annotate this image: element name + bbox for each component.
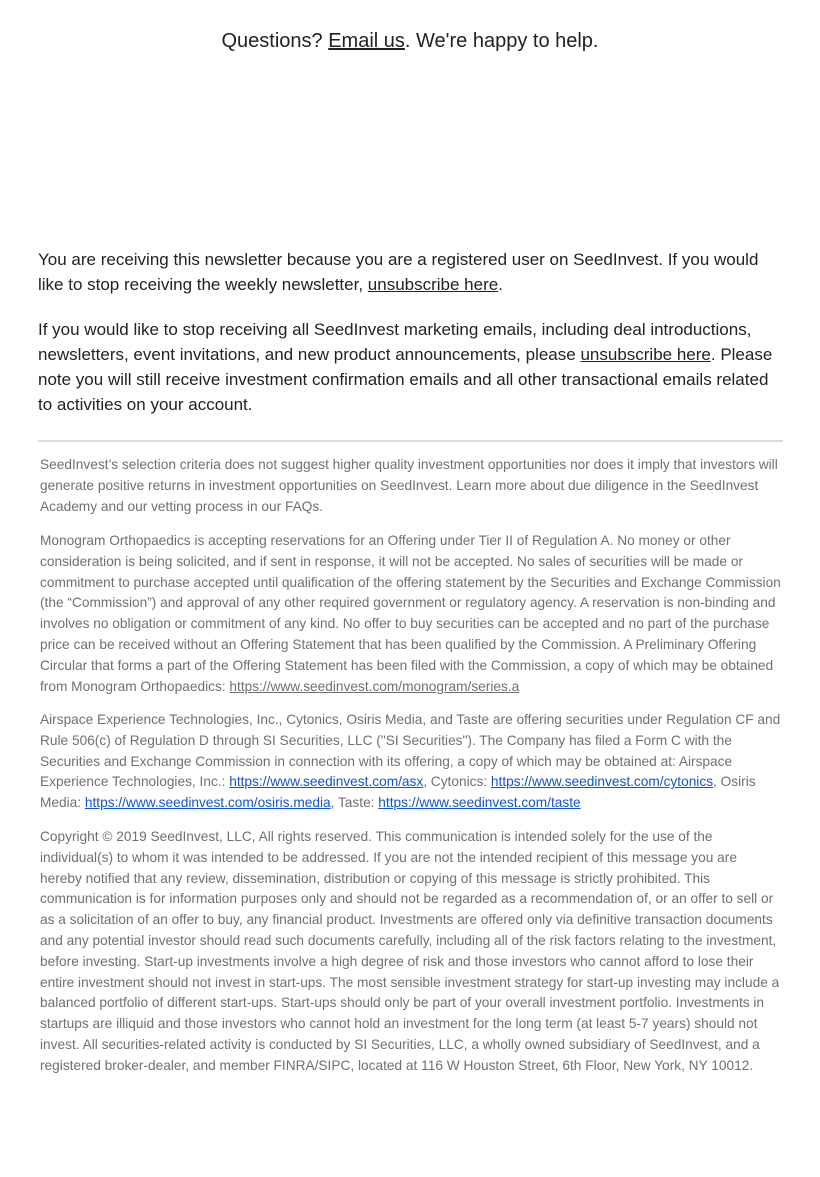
marketing-notice-suffix: . Please note you will still receive investment confirmation emails and all other transactional emails related to activities on your account. (38, 345, 773, 414)
unsubscribe-weekly-link[interactable]: unsubscribe here (367, 275, 499, 294)
newsletter-notice-suffix: . (498, 275, 503, 294)
copyright-disclaimer: Copyright © 2019 SeedInvest, LLC, All rights reserved. This communication is intended solely for the use of the individual(s) to whom it was intended to be addressed. If you are not the intended recipient of this message you are hereby notified that any review, dissemination, distribution or copying of this message is strictly prohibited. This communication is for information purposes only and should not be regarded as a recommendation of, or an offer to sell or as a solicitation of an offer to buy, any financial product. Investments are offered only via definitive transaction documents and any potential investor should read such documents carefully, including all of the risk factors relating to the investment, before investing. Start-up investments involve a high degree of risk and those investors who cannot afford to lose their entire investment should not invest in start-ups. The most sensible investment strategy for start-up investing may include a balanced portfolio of different start-ups. Start-ups should only be part of your overall investment portfolio. Investments in startups are illiquid and those investors who cannot hold an investment for the long term (at least 5-7 years) should not invest. All securities-related activity is conducted by SI Securities, LLC, a wholly owned subsidiary of SeedInvest, and a registered broker-dealer, and member FINRA/SIPC, located at 116 W Houston Street, 6th Floor, New York, NY 10012. (40, 829, 780, 1073)
cytonics-separator: , Cytonics: (423, 774, 491, 790)
osiris-media-offering-link[interactable]: https://www.seedinvest.com/osiris.media (84, 795, 331, 811)
marketing-notice-text: If you would like to stop receiving all SeedInvest marketing emails, including deal introductions, newsletters, event invitations, and new product announcements, please (38, 320, 752, 364)
section-divider (38, 440, 783, 442)
monogram-disclaimer (40, 531, 782, 697)
marketing-notice (38, 317, 783, 417)
newsletter-notice (38, 247, 783, 297)
questions-line (0, 27, 820, 55)
newsletter-notice-text: You are receiving this newsletter because you are a registered user on SeedInvest. If you would like to stop receiving the weekly newsletter, (38, 250, 759, 294)
taste-separator: , Taste: (330, 795, 379, 811)
regulation-cf-disclaimer (40, 710, 782, 814)
cytonics-offering-link[interactable]: https://www.seedinvest.com/cytonics (490, 774, 714, 790)
monogram-offering-link[interactable]: https://www.seedinvest.com/monogram/series.a (229, 678, 520, 694)
osiris-separator: , Osiris Media: (40, 774, 756, 811)
questions-suffix: . We're happy to help. (404, 30, 599, 52)
regcf-disclaimer-text: Airspace Experience Technologies, Inc., Cytonics, Osiris Media, and Taste are offering securities under Regulation CF and Rule 506(c) of Regulation D through SI Securities, LLC ("SI Securities"). The Company has filed a Form C with the Securities and Exchange Commission in connection with its offering, a copy of which may be obtained at: Airspace Experience Technologies, Inc.: (40, 712, 781, 790)
taste-offering-link[interactable]: https://www.seedinvest.com/taste (378, 795, 581, 811)
questions-prefix: Questions? (221, 30, 329, 52)
monogram-disclaimer-text: Monogram Orthopaedics is accepting reservations for an Offering under Tier II of Regulation A. No money or other consideration is being solicited, and if sent in response, it will not be accepted. No sales of securities will be made or commitment to purchase accepted until qualification of the offering statement by the Securities and Exchange Commission (the “Commission”) and approval of any other required government or regulatory agency. A reservation is non-binding and involves no obligation or commitment of any kind. No offer to buy securities can be accepted and no part of the purchase price can be received without an Offering Statement that has been qualified by the Commission. A Preliminary Offering Circular that forms a part of the Offering Statement has been filed with the Commission, a copy of which may be obtained from Monogram Orthopaedics: (40, 533, 781, 694)
email-us-link[interactable]: Email us (328, 30, 405, 52)
selection-criteria-disclaimer: SeedInvest’s selection criteria does not suggest higher quality investment opportunities nor does it imply that investors will generate positive returns in investment opportunities on SeedInvest. Learn more about due diligence in the SeedInvest Academy and our vetting process in our FAQs. (40, 457, 778, 514)
asx-offering-link[interactable]: https://www.seedinvest.com/asx (229, 774, 424, 790)
unsubscribe-all-link[interactable]: unsubscribe here (580, 345, 711, 364)
